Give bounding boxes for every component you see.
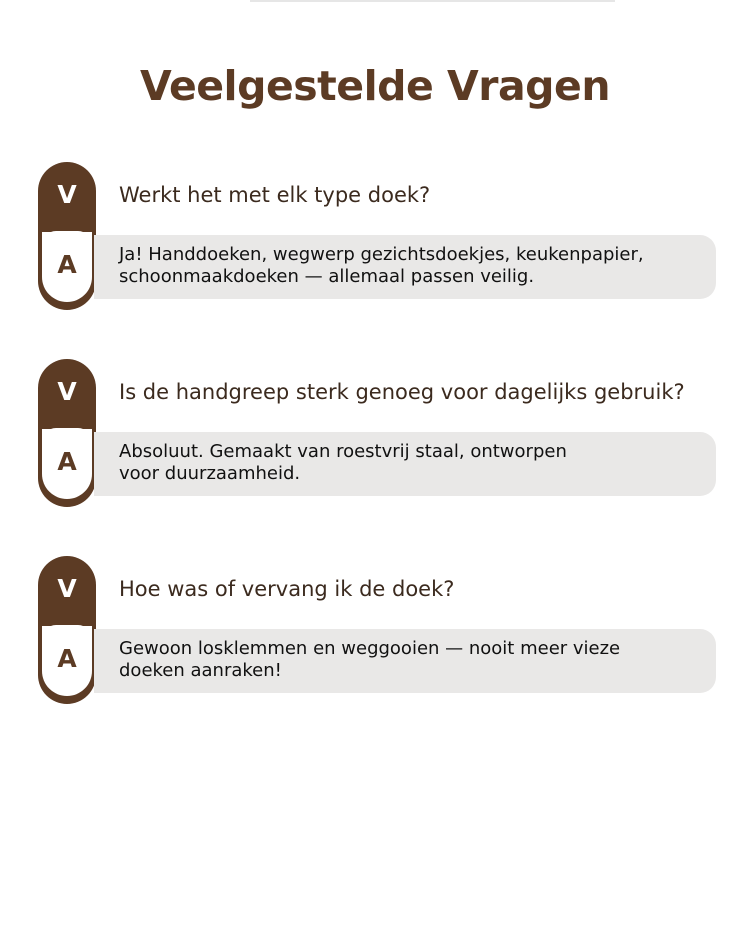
question-badge: V bbox=[57, 180, 77, 209]
page-title: Veelgestelde Vragen bbox=[139, 62, 611, 110]
faq-question: Werkt het met elk type doek? bbox=[119, 183, 431, 207]
faq-question: Hoe was of vervang ik de doek? bbox=[119, 577, 455, 601]
faq-answer-line: Absoluut. Gemaakt van roestvrij staal, ontworpen bbox=[119, 441, 567, 462]
faq-item bbox=[38, 359, 728, 507]
question-badge: V bbox=[57, 377, 77, 406]
faq-answer bbox=[119, 638, 704, 682]
faq-answer bbox=[119, 244, 704, 288]
faq-answer-line: Ja! Handdoeken, wegwerp gezichtsdoekjes, keukenpapier, bbox=[119, 244, 644, 265]
faq-answer-box bbox=[94, 432, 716, 496]
question-badge: V bbox=[57, 574, 77, 603]
faq-answer-line: voor duurzaamheid. bbox=[119, 463, 301, 484]
answer-badge: A bbox=[57, 447, 77, 476]
faq-answer-line: Gewoon losklemmen en weggooien — nooit meer vieze bbox=[119, 638, 621, 659]
answer-badge: A bbox=[57, 250, 77, 279]
faq-answer-line: schoonmaakdoeken — allemaal passen veilig. bbox=[119, 266, 535, 287]
faq-answer-box bbox=[94, 629, 716, 693]
answer-badge: A bbox=[57, 644, 77, 673]
faq-answer-box bbox=[94, 235, 716, 299]
faq-item bbox=[38, 556, 728, 704]
faq-answer bbox=[119, 441, 704, 485]
faq-answer-line: doeken aanraken! bbox=[119, 660, 282, 681]
faq-question: Is de handgreep sterk genoeg voor dagelijks gebruik? bbox=[119, 380, 685, 404]
faq-item bbox=[38, 162, 728, 310]
